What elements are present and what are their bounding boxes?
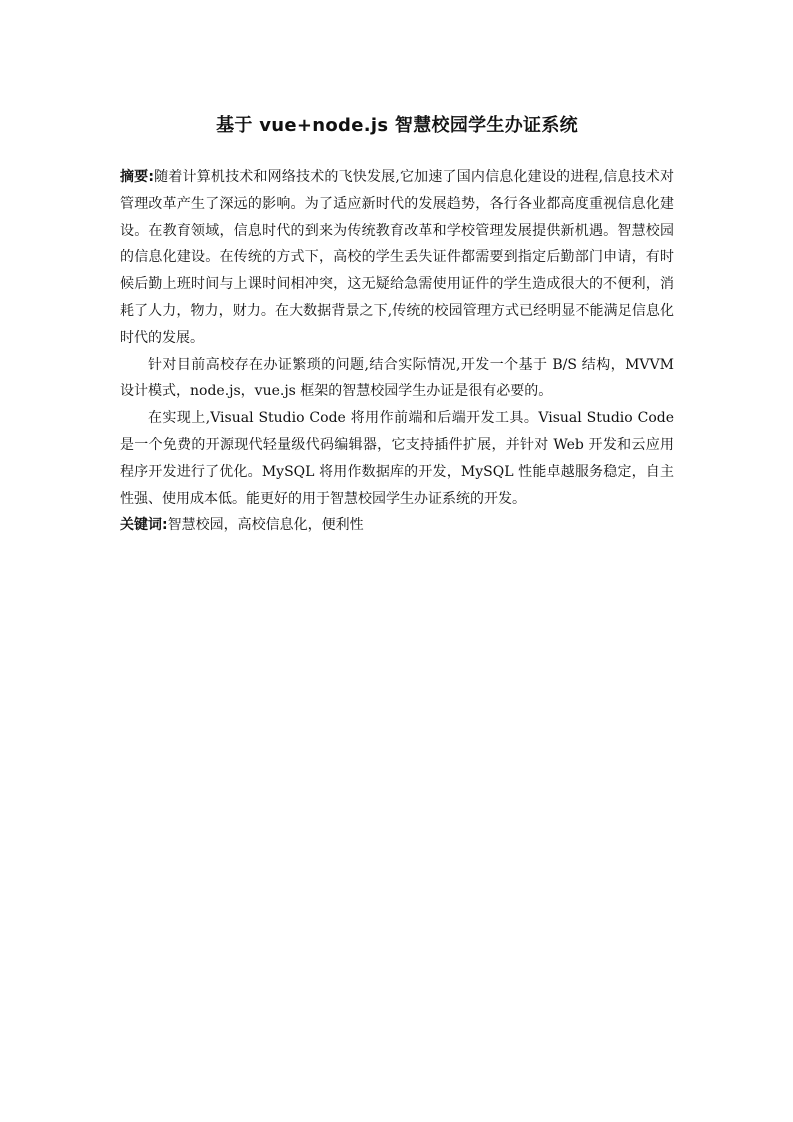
document-page [120, 112, 674, 539]
document-title: 基于 vue+node.js 智慧校园学生办证系统 [216, 115, 578, 136]
keywords-text: 智慧校园，高校信息化，便利性 [167, 517, 364, 534]
body-paragraph-requirements: 针对目前高校存在办证繁琐的问题,结合实际情况,开发一个基于 B/S 结构，MVVM 设计模式，node.js，vue.js 框架的智慧校园学生办证是很有必要的。 [120, 356, 674, 400]
keywords-label: 关键词: [120, 517, 168, 534]
keywords-paragraph [120, 512, 674, 539]
abstract-label: 摘要: [120, 169, 154, 185]
abstract-text: 随着计算机技术和网络技术的飞快发展,它加速了国内信息化建设的进程,信息技术对管理改革产生了深远的影响。为了适应新时代的发展趋势，各行各业都高度重视信息化建设。在教育领域，信息时代的到来为传统教育改革和学校管理发展提供新机遇。智慧校园的信息化建设。在传统的方式下，高校的学生丢失证件都需要到指定后勤部门申请，有时候后勤上班时间与上课时间相冲突，这无疑给急需使用证件的学生造成很大的不便利，消耗了人力，物力，财力。在大数据背景之下,传统的校园管理方式已经明显不能满足信息化时代的发展。 [120, 169, 674, 346]
body-paragraph-implementation: 在实现上,Visual Studio Code 将用作前端和后端开发工具。Visual Studio Code 是一个免费的开源现代轻量级代码编辑器，它支持插件扩展，并针对 Web 开发和云应用程序开发进行了优化。MySQL 将用作数据库的开发，MySQL 性能卓越服务稳定，自主性强、使用成本低。能更好的用于智慧校园学生办证系统的开发。 [120, 410, 674, 507]
abstract-paragraph [120, 164, 674, 352]
